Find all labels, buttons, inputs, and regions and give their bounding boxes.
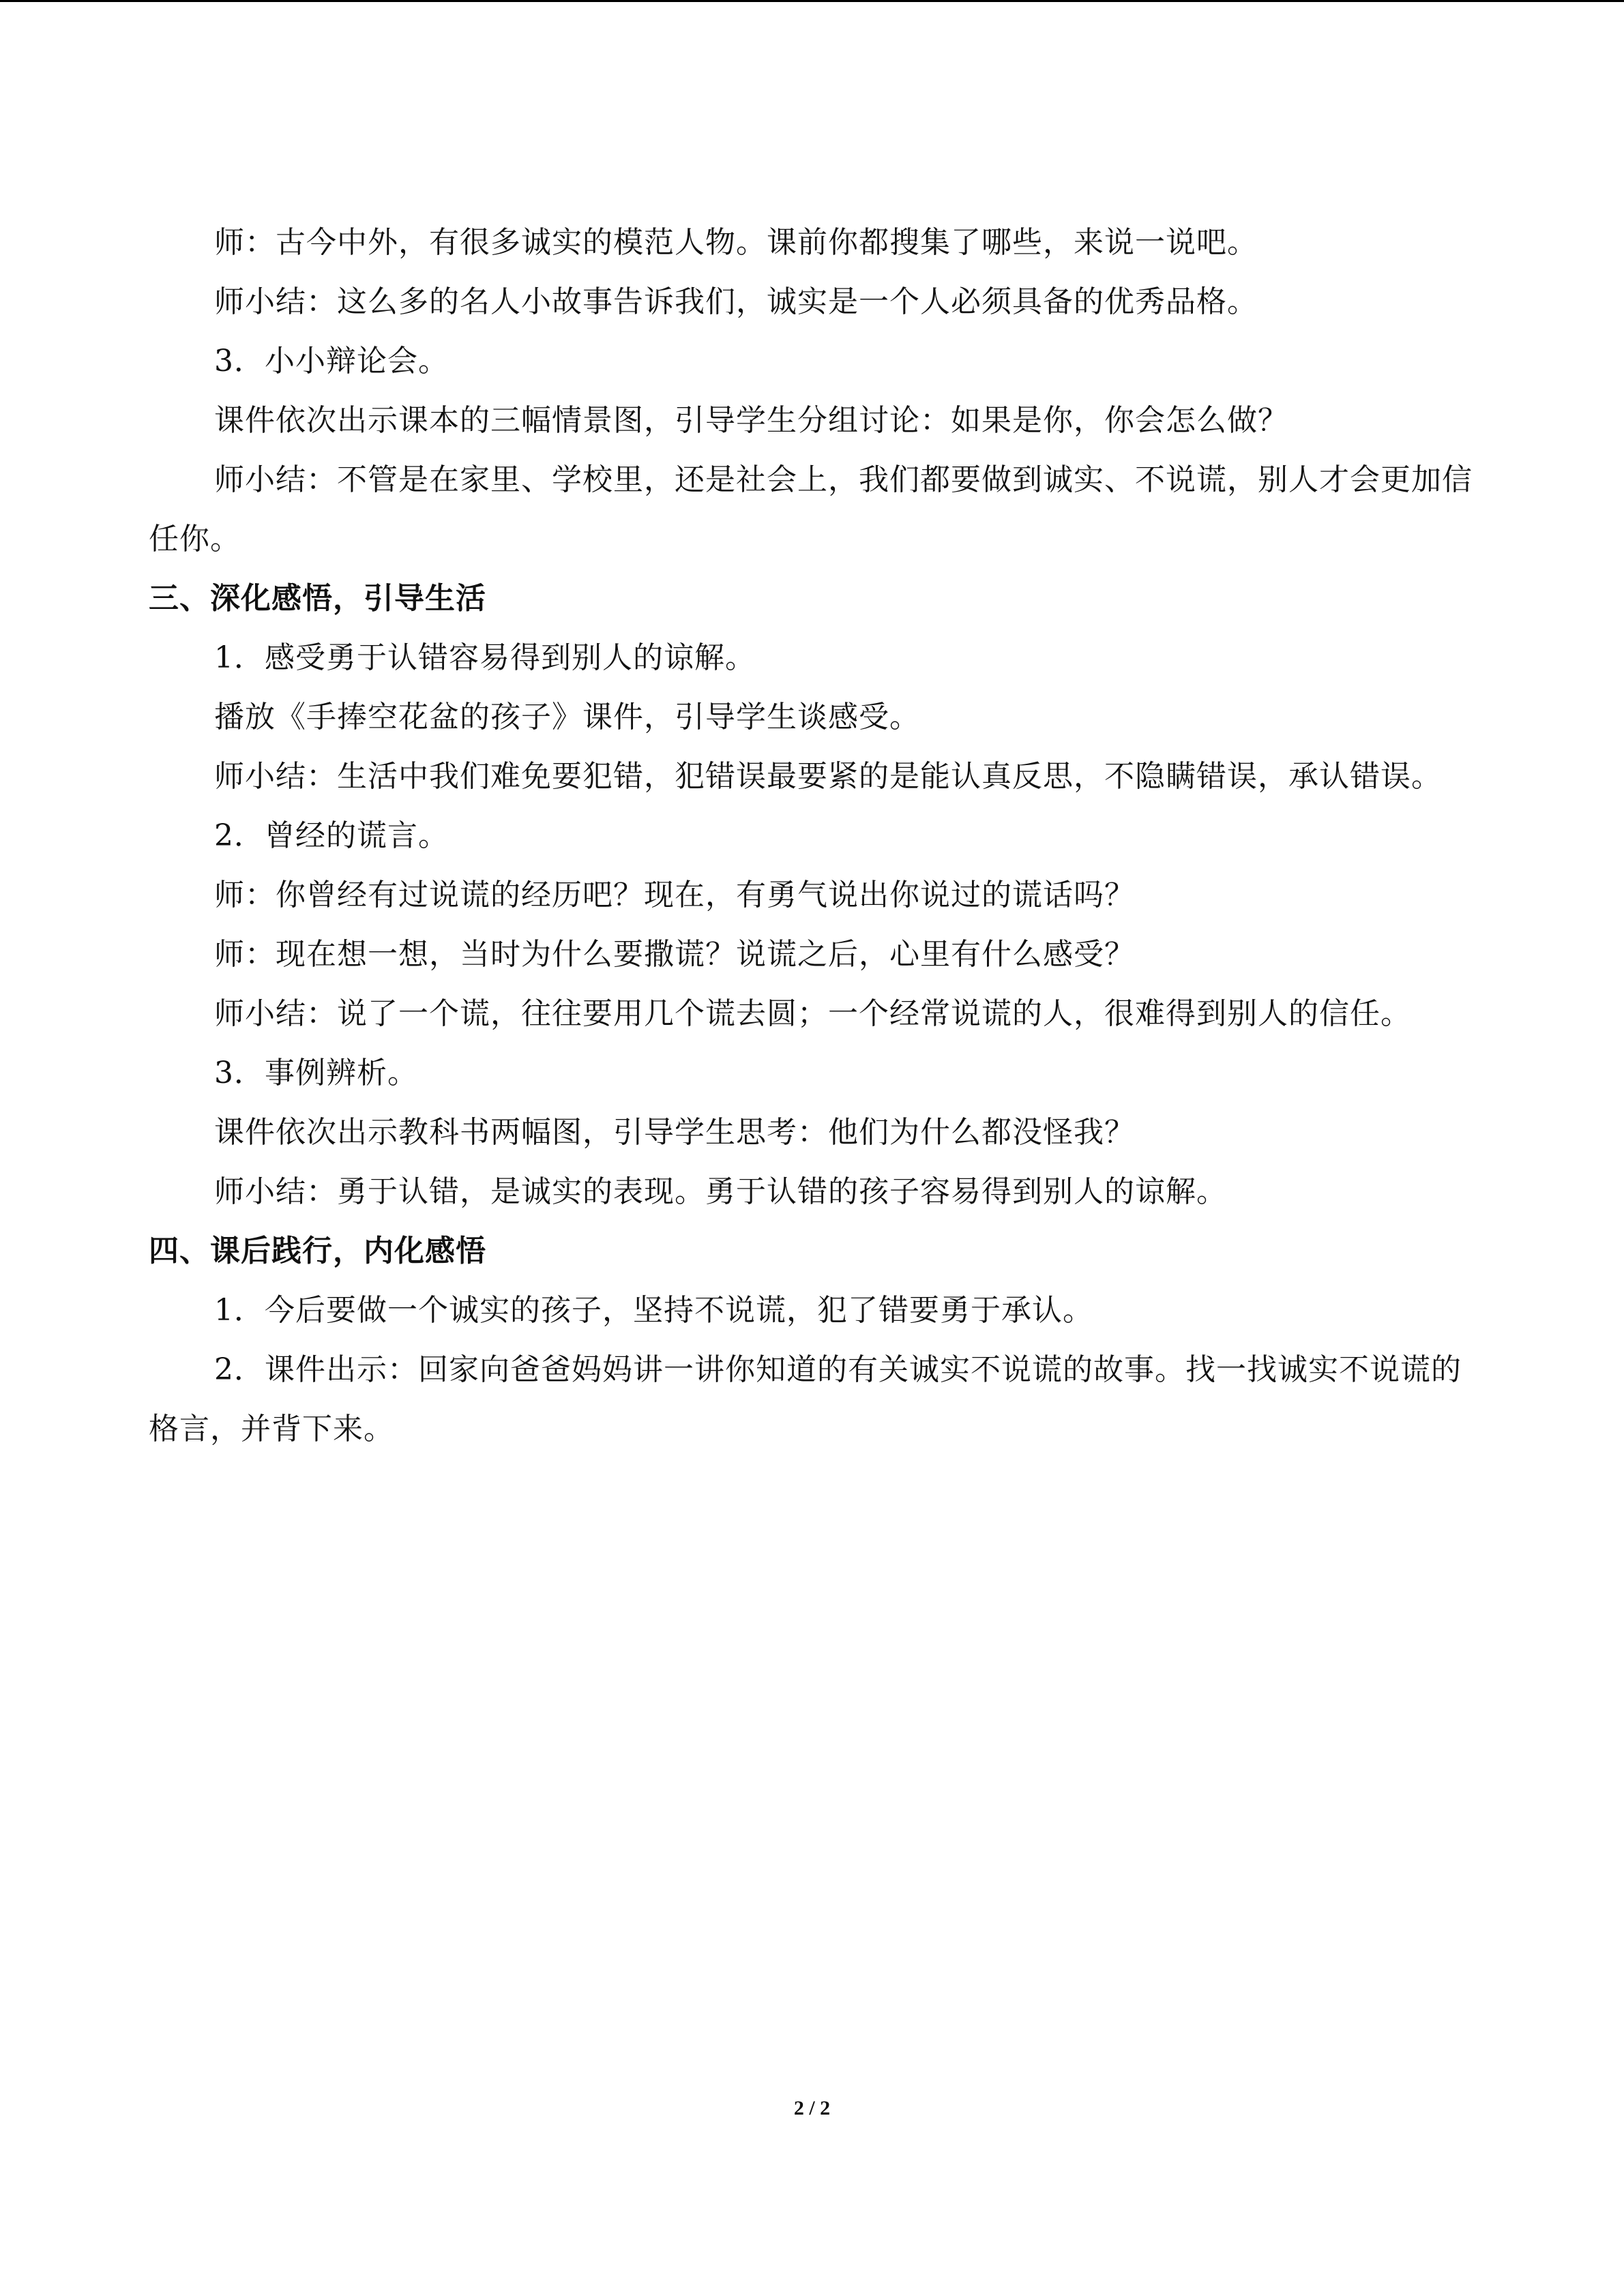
paragraph: 师：现在想一想，当时为什么要撒谎？说谎之后，心里有什么感受？ <box>214 937 1135 972</box>
document-body <box>149 213 1486 1459</box>
top-border-line <box>0 0 1624 2</box>
section-heading: 四、课后践行，内化感悟 <box>149 1234 486 1268</box>
paragraph: 3．事例辨析。 <box>214 1056 418 1090</box>
paragraph: 2．曾经的谎言。 <box>214 818 449 853</box>
paragraph: 师：你曾经有过说谎的经历吧？现在，有勇气说出你说过的谎话吗？ <box>214 878 1135 912</box>
paragraph: 师小结：勇于认错，是诚实的表现。勇于认错的孩子容易得到别人的谅解。 <box>214 1174 1227 1209</box>
paragraph: 1．感受勇于认错容易得到别人的谅解。 <box>214 640 756 675</box>
paragraph: 3．小小辩论会。 <box>214 344 449 378</box>
paragraph: 师小结：生活中我们难免要犯错，犯错误最要紧的是能认真反思，不隐瞒错误，承认错误。 <box>214 759 1442 794</box>
paragraph: 师：古今中外，有很多诚实的模范人物。课前你都搜集了哪些，来说一说吧。 <box>214 225 1258 260</box>
paragraph: 师小结：不管是在家里、学校里，还是社会上，我们都要做到诚实、不说谎，别人才会更加信任你。 <box>149 462 1473 556</box>
paragraph: 师小结：说了一个谎，往往要用几个谎去圆；一个经常说谎的人，很难得到别人的信任。 <box>214 996 1411 1031</box>
paragraph: 1．今后要做一个诚实的孩子，坚持不说谎，犯了错要勇于承认。 <box>214 1293 1093 1328</box>
section-heading: 三、深化感悟，引导生活 <box>149 581 486 616</box>
paragraph: 课件依次出示教科书两幅图，引导学生思考：他们为什么都没怪我？ <box>214 1115 1135 1150</box>
paragraph: 课件依次出示课本的三幅情景图，引导学生分组讨论：如果是你，你会怎么做？ <box>214 403 1288 438</box>
page-number: 2 / 2 <box>793 2097 831 2119</box>
paragraph: 师小结：这么多的名人小故事告诉我们，诚实是一个人必须具备的优秀品格。 <box>214 284 1258 319</box>
paragraph: 播放《手捧空花盆的孩子》课件，引导学生谈感受。 <box>214 700 920 734</box>
paragraph: 2．课件出示：回家向爸爸妈妈讲一讲你知道的有关诚实不说谎的故事。找一找诚实不说谎的格言，并背下来。 <box>149 1352 1462 1446</box>
